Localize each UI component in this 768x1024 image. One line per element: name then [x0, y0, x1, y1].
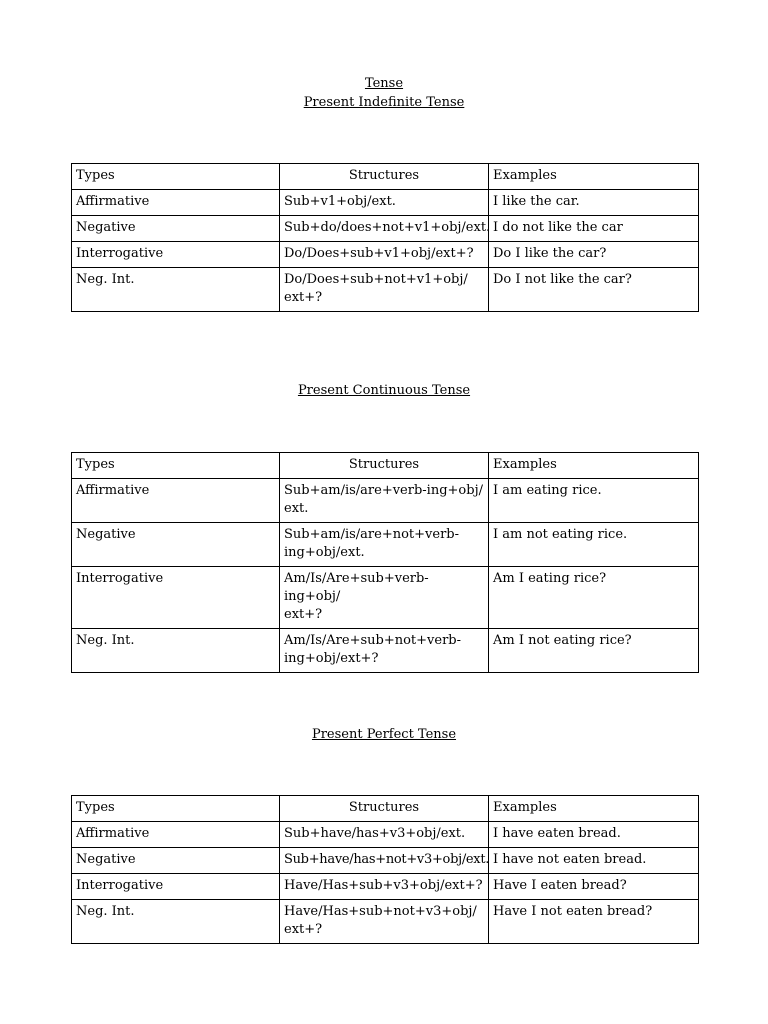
cell-structure: Sub+am/is/are+not+verb- ing+obj/ext. — [280, 523, 489, 567]
cell-example: I do not like the car — [489, 216, 699, 242]
cell-example: I am not eating rice. — [489, 523, 699, 567]
cell-type: Neg. Int. — [72, 268, 280, 312]
header-structures: Structures — [280, 453, 489, 479]
table-row — [72, 900, 699, 944]
cell-type: Interrogative — [72, 874, 280, 900]
cell-type: Affirmative — [72, 190, 280, 216]
cell-structure: Do/Does+sub+not+v1+obj/ ext+? — [280, 268, 489, 312]
table-header-row — [72, 164, 699, 190]
cell-type: Interrogative — [72, 567, 280, 629]
cell-example: Do I not like the car? — [489, 268, 699, 312]
header-structures: Structures — [280, 796, 489, 822]
cell-example: I have eaten bread. — [489, 822, 699, 848]
cell-structure: Am/Is/Are+sub+not+verb- ing+obj/ext+? — [280, 629, 489, 673]
table-row — [72, 242, 699, 268]
table-header-row — [72, 796, 699, 822]
cell-example: I like the car. — [489, 190, 699, 216]
cell-structure: Have/Has+sub+not+v3+obj/ ext+? — [280, 900, 489, 944]
header-types: Types — [72, 796, 280, 822]
header-examples: Examples — [489, 453, 699, 479]
header-examples: Examples — [489, 164, 699, 190]
cell-example: Do I like the car? — [489, 242, 699, 268]
cell-type: Negative — [72, 216, 280, 242]
table-present-perfect — [71, 795, 699, 944]
table-present-continuous — [71, 452, 699, 673]
cell-type: Negative — [72, 523, 280, 567]
cell-structure: Sub+do/does+not+v1+obj/ext. — [280, 216, 489, 242]
section-title-present-indefinite: Present Indefinite Tense — [303, 95, 465, 110]
cell-type: Neg. Int. — [72, 900, 280, 944]
cell-structure: Am/Is/Are+sub+verb-ing+obj/ ext+? — [280, 567, 489, 629]
cell-example: Have I not eaten bread? — [489, 900, 699, 944]
table-row — [72, 874, 699, 900]
header-types: Types — [72, 164, 280, 190]
cell-structure: Sub+have/has+v3+obj/ext. — [280, 822, 489, 848]
table-row — [72, 629, 699, 673]
table-row — [72, 216, 699, 242]
cell-type: Affirmative — [72, 479, 280, 523]
header-types: Types — [72, 453, 280, 479]
table-row — [72, 190, 699, 216]
table-row — [72, 479, 699, 523]
table-row — [72, 822, 699, 848]
cell-example: I have not eaten bread. — [489, 848, 699, 874]
cell-structure: Do/Does+sub+v1+obj/ext+? — [280, 242, 489, 268]
cell-example: I am eating rice. — [489, 479, 699, 523]
table-header-row — [72, 453, 699, 479]
cell-type: Negative — [72, 848, 280, 874]
cell-structure: Have/Has+sub+v3+obj/ext+? — [280, 874, 489, 900]
cell-type: Interrogative — [72, 242, 280, 268]
cell-example: Am I not eating rice? — [489, 629, 699, 673]
document-title: Tense — [364, 76, 404, 91]
table-row — [72, 567, 699, 629]
cell-structure: Sub+am/is/are+verb-ing+obj/ ext. — [280, 479, 489, 523]
cell-type: Neg. Int. — [72, 629, 280, 673]
table-row — [72, 268, 699, 312]
table-present-indefinite — [71, 163, 699, 312]
header-examples: Examples — [489, 796, 699, 822]
table-row — [72, 523, 699, 567]
cell-example: Am I eating rice? — [489, 567, 699, 629]
cell-structure: Sub+v1+obj/ext. — [280, 190, 489, 216]
section-title-present-perfect: Present Perfect Tense — [311, 727, 457, 742]
header-structures: Structures — [280, 164, 489, 190]
section-title-present-continuous: Present Continuous Tense — [297, 383, 471, 398]
cell-structure: Sub+have/has+not+v3+obj/ext. — [280, 848, 489, 874]
cell-type: Affirmative — [72, 822, 280, 848]
cell-example: Have I eaten bread? — [489, 874, 699, 900]
table-row — [72, 848, 699, 874]
